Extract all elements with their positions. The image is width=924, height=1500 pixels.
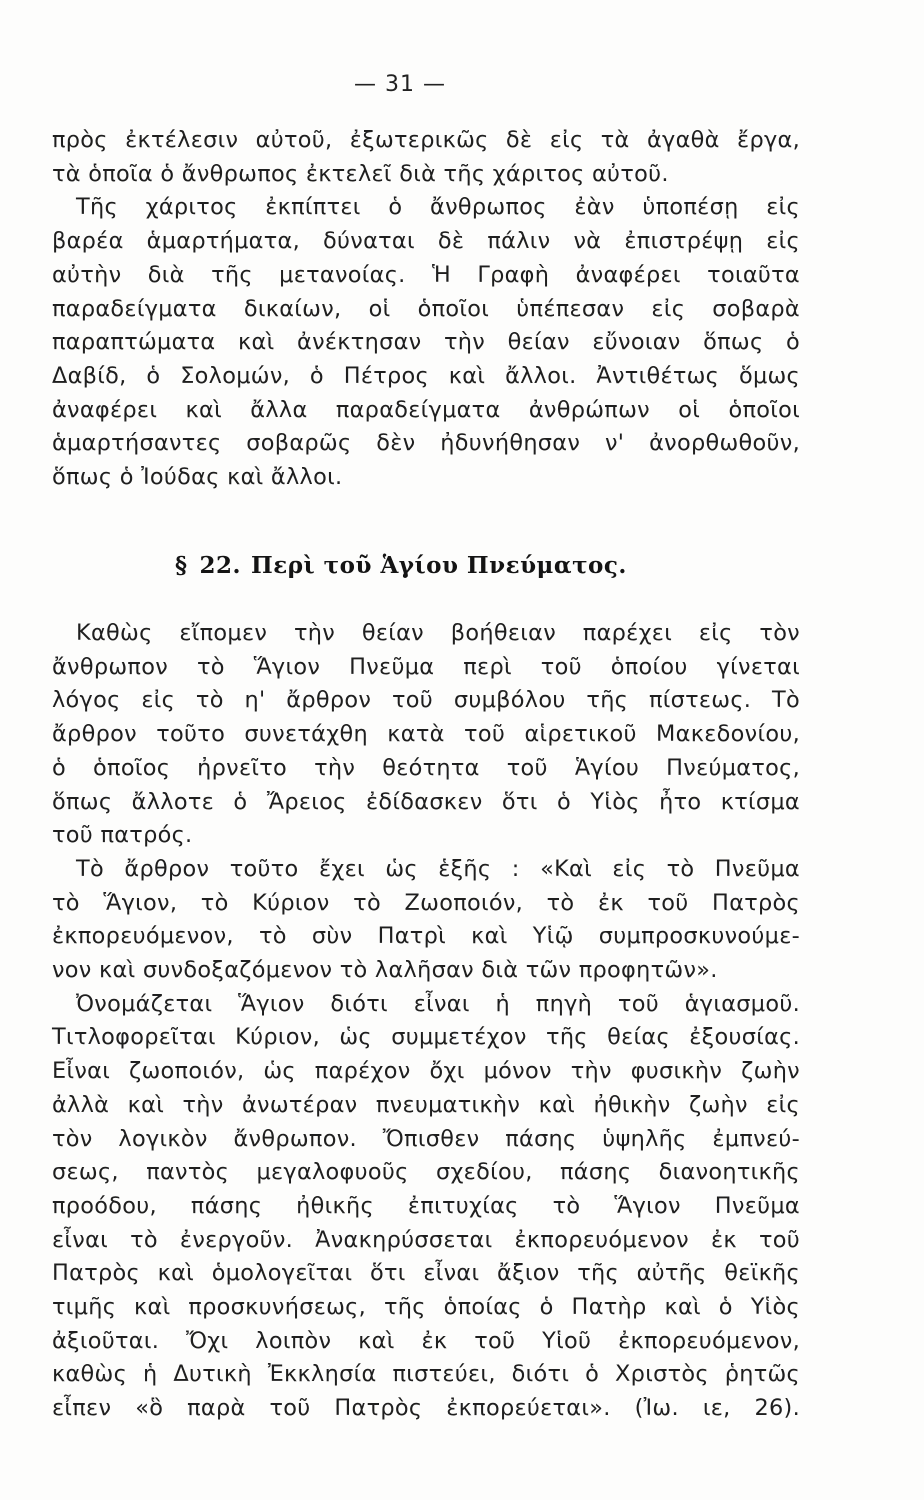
text-line: Τιτλοφορεῖται Κύριον, ὡς συμμετέχον τῆς θείας ἐξουσίας. <box>52 1024 800 1051</box>
text-line: ὁ ὁποῖος ἠρνεῖτο τὴν θεότητα τοῦ Ἁγίου Πνεύματος, <box>52 754 800 781</box>
text-line: εἶπεν «ὃ παρὰ τοῦ Πατρὸς ἐκπορεύεται». (Ἰω. ιε, 26). <box>52 1395 800 1422</box>
text-line: Καθὼς εἴπομεν τὴν θείαν βοήθειαν παρέχει εἰς τὸν <box>76 620 800 646</box>
section-heading <box>175 552 627 579</box>
text-line: παραπτώματα καὶ ἀνέκτησαν τὴν θείαν εὔνοιαν ὅπως ὁ <box>52 329 800 356</box>
text-line: τὸ Ἅγιον, τὸ Κύριον τὸ Ζωοποιόν, τὸ ἐκ τοῦ Πατρὸς <box>52 889 800 916</box>
text-line: ἁμαρτήσαντες σοβαρῶς δὲν ἠδυνήθησαν ν' ἀνορθωθοῦν, <box>52 430 800 457</box>
text-line: ἄνθρωπον τὸ Ἅγιον Πνεῦμα περὶ τοῦ ὁποίου γίνεται <box>52 653 800 680</box>
text-line: Εἶναι ζωοποιόν, ὡς παρέχον ὄχι μόνον τὴν φυσικὴν ζωὴν <box>52 1058 800 1085</box>
text-line: ἀλλὰ καὶ τὴν ἀνωτέραν πνευματικὴν καὶ ἠθικὴν ζωὴν εἰς <box>52 1091 800 1118</box>
page-number: — 31 — <box>354 72 446 97</box>
text-line: ὅπως ἄλλοτε ὁ Ἄρειος ἐδίδασκεν ὅτι ὁ Υἱὸς ἦτο κτίσμα <box>52 788 800 815</box>
text-line: παραδείγματα δικαίων, οἱ ὁποῖοι ὑπέπεσαν εἰς σοβαρὰ <box>52 295 800 322</box>
text-line: εἶναι τὸ ἐνεργοῦν. Ἀνακηρύσσεται ἐκπορευόμενον ἐκ τοῦ <box>52 1226 800 1253</box>
text-line: Τὸ ἄρθρον τοῦτο ἔχει ὡς ἑξῆς : «Καὶ εἰς τὸ Πνεῦμα <box>76 855 800 882</box>
text-line: προόδου, πάσης ἠθικῆς ἐπιτυχίας τὸ Ἅγιον Πνεῦμα <box>52 1192 800 1219</box>
text-line: καθὼς ἡ Δυτικὴ Ἐκκλησία πιστεύει, διότι ὁ Χριστὸς ῥητῶς <box>52 1361 800 1388</box>
section-number: 22. <box>199 552 242 579</box>
text-line: τιμῆς καὶ προσκυνήσεως, τῆς ὁποίας ὁ Πατὴρ καὶ ὁ Υἱὸς <box>52 1294 800 1321</box>
text-line: ἐκπορευόμενον, τὸ σὺν Πατρὶ καὶ Υἱῷ συμπροσκυνούμε- <box>52 923 800 950</box>
text-line: Τῆς χάριτος ἐκπίπτει ὁ ἄνθρωπος ἐὰν ὑποπέσῃ εἰς <box>76 194 800 221</box>
section-symbol: § <box>175 552 188 579</box>
text-line: σεως, παντὸς μεγαλοφυοῦς σχεδίου, πάσης διανοητικῆς <box>52 1159 800 1186</box>
text-line: ἀξιοῦται. Ὄχι λοιπὸν καὶ ἐκ τοῦ Υἱοῦ ἐκπορευόμενον, <box>52 1327 800 1354</box>
text-line: πρὸς ἐκτέλεσιν αὐτοῦ, ἐξωτερικῶς δὲ εἰς τὰ ἀγαθὰ ἔργα, <box>52 127 800 153</box>
text-line: Πατρὸς καὶ ὁμολογεῖται ὅτι εἶναι ἄξιον τῆς αὐτῆς θεϊκῆς <box>52 1260 800 1287</box>
text-line: βαρέα ἁμαρτήματα, δύναται δὲ πάλιν νὰ ἐπιστρέψῃ εἰς <box>52 228 800 255</box>
text-line: ἀναφέρει καὶ ἄλλα παραδείγματα ἀνθρώπων οἱ ὁποῖοι <box>52 396 800 423</box>
text-line: ὅπως ὁ Ἰούδας καὶ ἄλλοι. <box>52 464 343 491</box>
section-title: Περὶ τοῦ Ἁγίου Πνεύματος. <box>251 552 627 579</box>
text-line: τὰ ὁποῖα ὁ ἄνθρωπος ἐκτελεῖ διὰ τῆς χάριτος αὐτοῦ. <box>52 160 669 187</box>
body-text-top <box>52 124 800 495</box>
text-line: αὐτὴν διὰ τῆς μετανοίας. Ἡ Γραφὴ ἀναφέρει τοιαῦτα <box>52 261 800 288</box>
text-line: τοῦ πατρός. <box>52 822 193 849</box>
text-line: Ὀνομάζεται Ἅγιον διότι εἶναι ἡ πηγὴ τοῦ ἁγιασμοῦ. <box>76 990 800 1017</box>
body-text-bottom <box>52 617 800 1426</box>
text-line: ἄρθρον τοῦτο συνετάχθη κατὰ τοῦ αἱρετικοῦ Μακεδονίου, <box>52 721 800 748</box>
text-line: Δαβίδ, ὁ Σολομών, ὁ Πέτρος καὶ ἄλλοι. Ἀντιθέτως ὅμως <box>52 362 800 389</box>
text-line: τὸν λογικὸν ἄνθρωπον. Ὄπισθεν πάσης ὑψηλῆς ἐμπνεύ- <box>52 1125 800 1152</box>
text-line: νον καὶ συνδοξαζόμενον τὸ λαλῆσαν διὰ τῶν προφητῶν». <box>52 957 718 984</box>
text-line: λόγος εἰς τὸ η' ἄρθρον τοῦ συμβόλου τῆς πίστεως. Τὸ <box>52 687 800 714</box>
